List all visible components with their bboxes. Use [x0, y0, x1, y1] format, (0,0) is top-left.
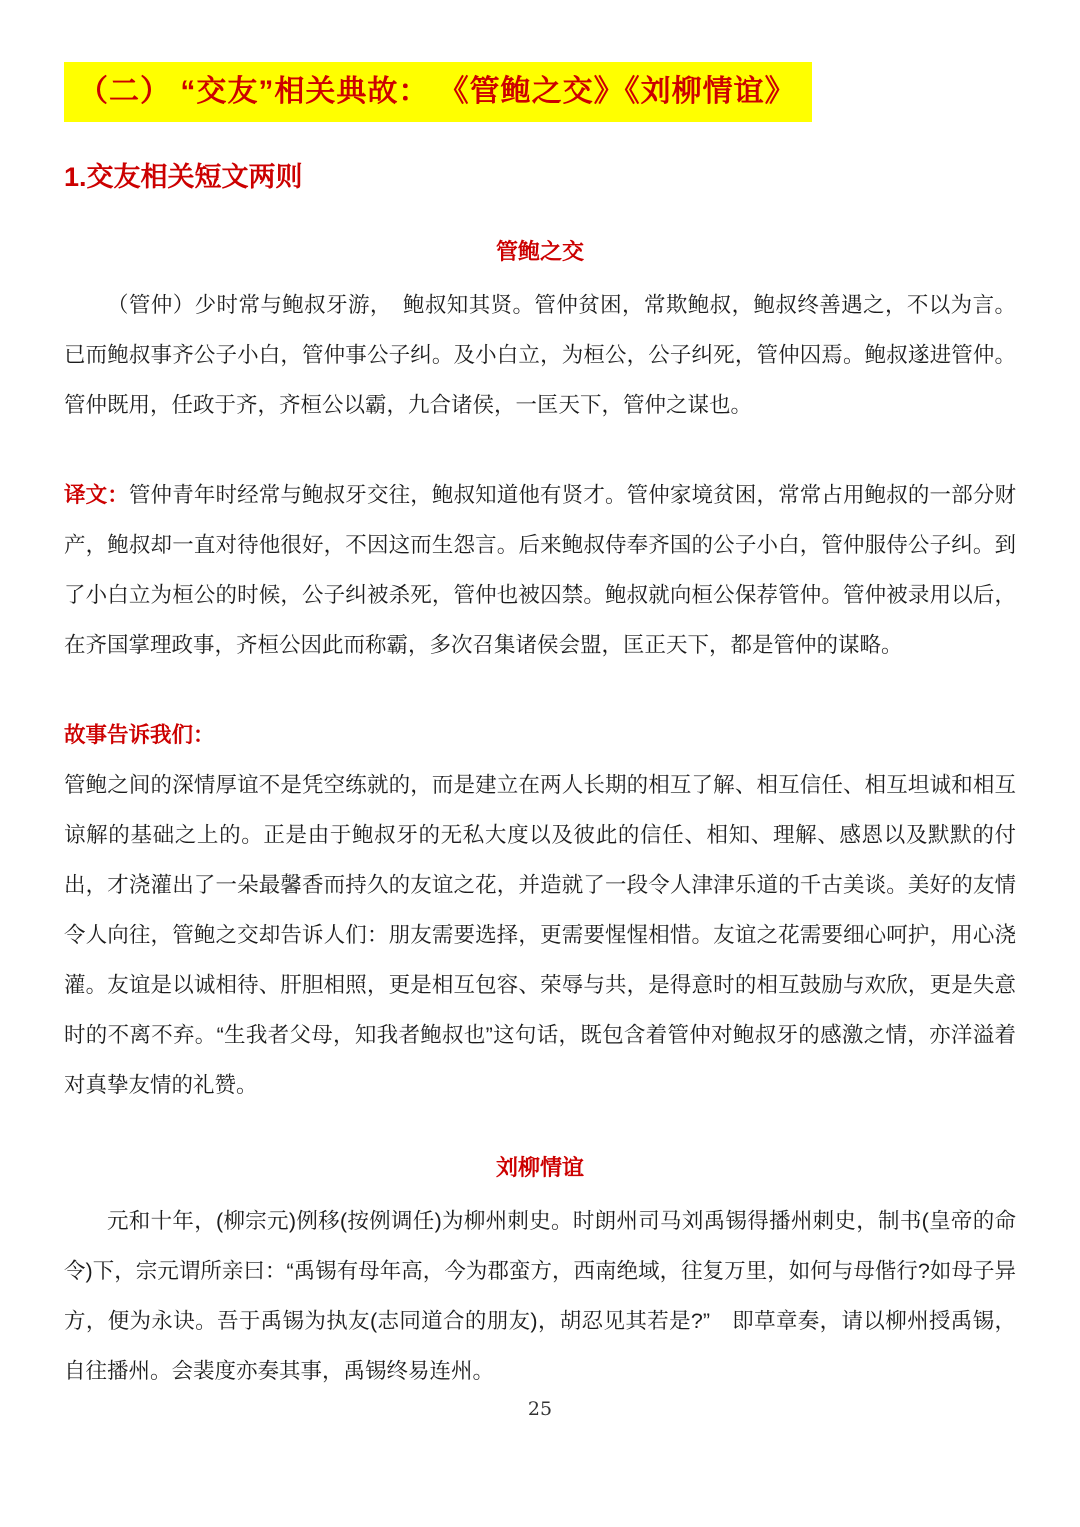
story2-title: 刘柳情谊	[495, 1155, 584, 1180]
section-banner-title: （二） “交友”相关典故： 《管鲍之交》《刘柳情谊》	[78, 75, 796, 108]
story1-translation	[64, 470, 1016, 670]
page-number: 25	[527, 1398, 553, 1420]
moral-label: 故事告诉我们：	[64, 723, 215, 747]
moral-text: 管鲍之间的深情厚谊不是凭空练就的，而是建立在两人长期的相互了解、相互信任、相互坦诚和相互谅解的基础之上的。正是由于鲍叔牙的无私大度以及彼此的信任、相知、理解、感恩以及默默的付出，才浇灌出了一朵最馨香而持久的友谊之花，并造就了一段令人津津乐道的千古美谈。美好的友情令人向往，管鲍之交却告诉人们：朋友需要选择，更需要惺惺相惜。友谊之花需要细心呵护，用心浇灌。友谊是以诚相待、肝胆相照，更是相互包容、荣辱与共，是得意时的相互鼓励与欢欣，更是失意时的不离不弃。“生我者父母，知我者鲍叔也”这句话，既包含着管仲对鲍叔牙的感激之情，亦洋溢着对真挚友情的礼赞。	[64, 773, 1016, 1097]
subsection-heading: 1.交友相关短文两则	[64, 162, 303, 192]
story1-original-text: （管仲）少时常与鲍叔牙游， 鲍叔知其贤。管仲贫困，常欺鲍叔，鲍叔终善遇之，不以为言。已而鲍叔事齐公子小白，管仲事公子纠。及小白立，为桓公，公子纠死，管仲囚焉。鲍叔遂进管仲。管仲既用，任政于齐，齐桓公以霸，九合诸侯，一匡天下，管仲之谋也。	[64, 293, 1016, 417]
story2-original-text: 元和十年，(柳宗元)例移(按例调任)为柳州刺史。时朗州司马刘禹锡得播州刺史，制书(皇帝的命令)下，宗元谓所亲曰：“禹锡有母年高，今为郡蛮方，西南绝域，往复万里，如何与母偕行?如母子异方，便为永诀。吾于禹锡为执友(志同道合的朋友)，胡忍见其若是?” 即草章奏，请以柳州授禹锡，自往播州。会裴度亦奏其事，禹锡终易连州。	[64, 1209, 1016, 1383]
translation-text: 管仲青年时经常与鲍叔牙交往，鲍叔知道他有贤才。管仲家境贫困，常常占用鲍叔的一部分财产，鲍叔却一直对待他很好，不因这而生怨言。后来鲍叔侍奉齐国的公子小白，管仲服侍公子纠。到了小白立为桓公的时候，公子纠被杀死，管仲也被囚禁。鲍叔就向桓公保荐管仲。管仲被录用以后，在齐国掌理政事，齐桓公因此而称霸，多次召集诸侯会盟，匡正天下，都是管仲的谋略。	[64, 483, 1016, 657]
translation-label: 译文：	[64, 483, 129, 507]
section-banner	[64, 62, 812, 122]
story1-title: 管鲍之交	[495, 239, 584, 264]
